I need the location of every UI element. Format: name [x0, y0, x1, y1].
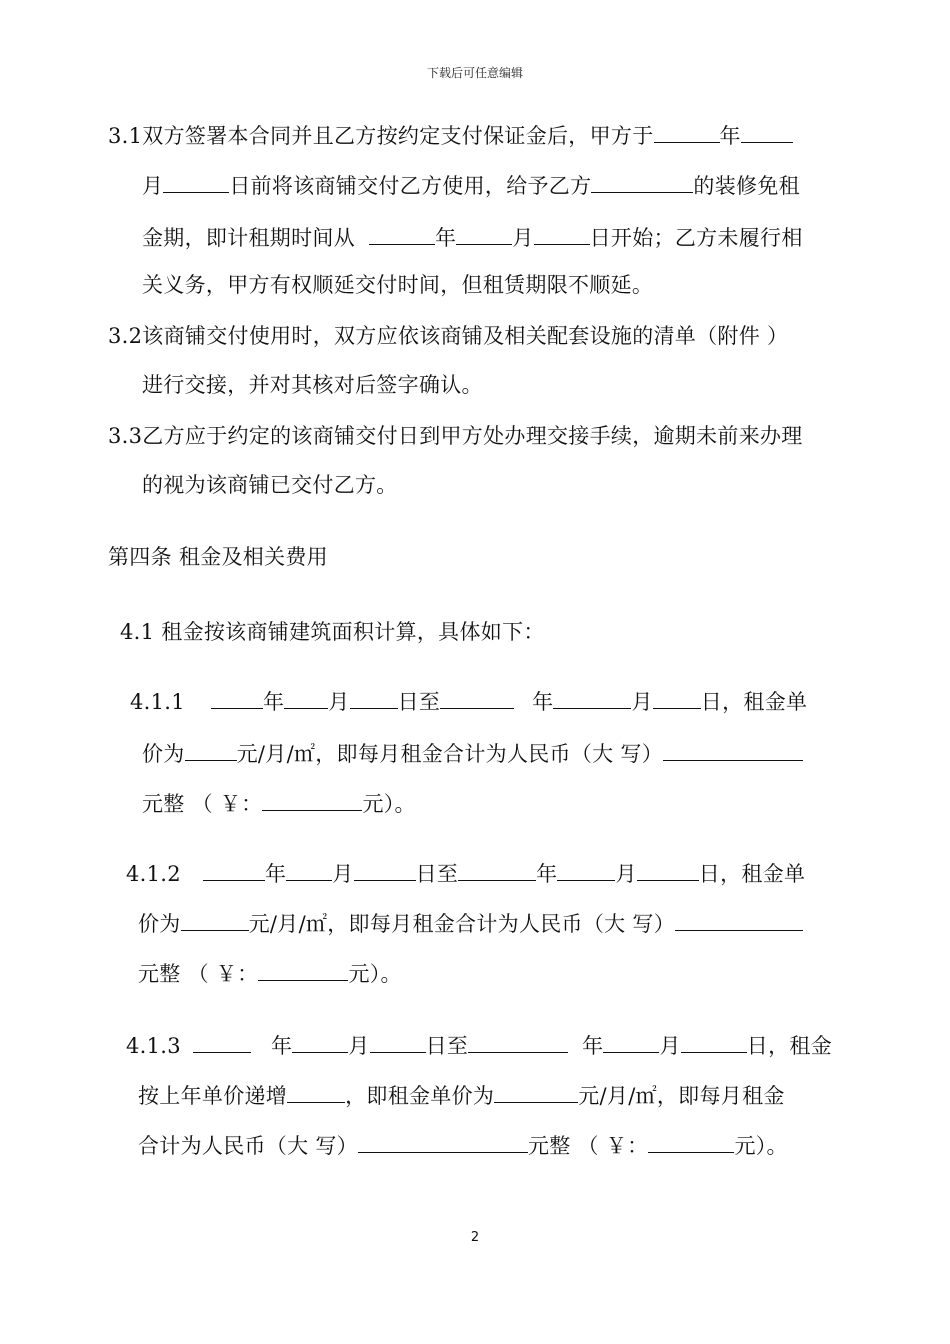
blank-field: [292, 1032, 348, 1053]
unit-text: 月: [328, 690, 350, 714]
blank-field: [287, 1082, 345, 1103]
clause-text: 的装修免租: [693, 174, 800, 198]
blank-field: [440, 688, 514, 709]
blank-field: [456, 224, 512, 245]
blank-field: [648, 1132, 734, 1153]
clause-4-1-1-line-1: [130, 688, 807, 716]
blank-field: [181, 910, 249, 931]
blank-field: [557, 860, 615, 881]
clause-3-3-line-2: 的视为该商铺已交付乙方。: [142, 473, 398, 497]
blank-field: [286, 860, 332, 881]
unit-text: 年: [532, 690, 554, 714]
clause-text: 月: [142, 174, 164, 198]
unit-text: 月: [348, 1034, 370, 1058]
blank-field: [591, 172, 693, 193]
clause-3-2-line-2: 进行交接，并对其核对后签字确认。: [142, 373, 483, 397]
blank-field: [262, 790, 362, 811]
clause-3-3-line-1: 3.3乙方应于约定的该商铺交付日到甲方处办理交接手续，逾期未前来办理: [108, 424, 803, 448]
clause-text: 年: [719, 124, 741, 148]
blank-field: [163, 172, 229, 193]
clause-4-1-2-line-3: [138, 960, 402, 988]
blank-field: [350, 688, 398, 709]
blank-field: [193, 1032, 251, 1053]
blank-field: [369, 224, 435, 245]
blank-field: [681, 1032, 747, 1053]
unit-text: 年: [264, 862, 287, 886]
unit-text: 日，租金单: [700, 690, 808, 714]
unit-text: 日至: [425, 1034, 469, 1058]
unit-text: 年: [582, 1034, 604, 1058]
unit-text: 日，租金: [746, 1034, 832, 1058]
clause-3-1-line-1: [108, 122, 793, 150]
clause-3-1-line-4: 关义务，甲方有权顺延交付时间，但租赁期限不顺延。: [142, 273, 654, 297]
blank-field: [370, 1032, 426, 1053]
blank-field: [553, 688, 631, 709]
unit-text: 价为: [138, 912, 181, 936]
page-header: 下载后可任意编辑: [426, 66, 523, 80]
blank-field: [663, 740, 803, 761]
clause-text: 金期，即计租期时间从: [142, 226, 355, 250]
clause-text: 3.1双方签署本合同并且乙方按约定支付保证金后，甲方于: [108, 124, 654, 148]
clause-text: 元/月/㎡，即每月租金: [578, 1084, 785, 1108]
clause-text: 元）。: [734, 1134, 788, 1158]
clause-4-1: 4.1 租金按该商铺建筑面积计算，具体如下：: [120, 620, 545, 644]
clause-3-2-line-1: 3.2该商铺交付使用时，双方应依该商铺及相关配套设施的清单（附件 ）: [108, 324, 789, 348]
blank-field: [185, 740, 237, 761]
blank-field: [458, 860, 536, 881]
clause-4-1-1-line-2: [142, 740, 803, 768]
blank-field: [284, 688, 328, 709]
unit-text: 价为: [142, 742, 185, 766]
clause-4-1-2-line-2: [138, 910, 803, 938]
clause-text: 按上年单价递增: [138, 1084, 288, 1108]
article-4-title: 第四条 租金及相关费用: [108, 545, 328, 569]
clause-number: 4.1.3: [126, 1034, 181, 1058]
blank-field: [675, 910, 803, 931]
blank-field: [468, 1032, 568, 1053]
blank-field: [203, 860, 265, 881]
clause-text: 日开始；乙方未履行相: [589, 226, 803, 250]
clause-text: 年: [435, 226, 457, 250]
unit-text: 月: [659, 1034, 681, 1058]
clause-text: 日前将该商铺交付乙方使用，给予乙方: [229, 174, 592, 198]
clause-4-1-3-line-2: [138, 1082, 785, 1110]
unit-text: 日，租金单: [698, 862, 806, 886]
unit-text: 年: [270, 1034, 293, 1058]
unit-text: 元）。: [348, 962, 402, 986]
blank-field: [494, 1082, 578, 1103]
blank-field: [637, 860, 699, 881]
unit-text: 元整 （ ￥：: [138, 962, 259, 986]
clause-text: 元整 （ ￥：: [527, 1134, 649, 1158]
unit-text: 月: [332, 862, 354, 886]
clause-4-1-1-line-3: [142, 790, 416, 818]
unit-text: 年: [262, 690, 285, 714]
clause-4-1-2-line-1: [126, 860, 805, 888]
unit-text: 年: [536, 862, 558, 886]
unit-text: 元/月/㎡，即每月租金合计为人民币（大 写）: [248, 912, 676, 936]
blank-field: [354, 860, 416, 881]
blank-field: [211, 688, 263, 709]
clause-3-1-line-3: [142, 224, 803, 252]
clause-4-1-3-line-3: [138, 1132, 788, 1160]
clause-4-1-3-line-1: [126, 1032, 832, 1060]
clause-text: ，即租金单价为: [345, 1084, 495, 1108]
blank-field: [654, 122, 720, 143]
clause-3-1-line-2: [142, 172, 800, 200]
blank-field: [653, 688, 701, 709]
blank-field: [603, 1032, 659, 1053]
blank-field: [258, 960, 348, 981]
clause-number: 4.1.1: [130, 690, 185, 714]
clause-text: 月: [512, 226, 534, 250]
clause-number: 4.1.2: [126, 862, 181, 886]
unit-text: 元/月/㎡，即每月租金合计为人民币（大 写）: [236, 742, 664, 766]
unit-text: 月: [615, 862, 637, 886]
unit-text: 日至: [415, 862, 459, 886]
unit-text: 元）。: [362, 792, 416, 816]
blank-field: [534, 224, 590, 245]
page-number: 2: [470, 1230, 480, 1245]
unit-text: 元整 （ ￥：: [142, 792, 263, 816]
unit-text: 日至: [397, 690, 441, 714]
blank-field: [358, 1132, 528, 1153]
clause-text: 合计为人民币（大 写）: [138, 1134, 358, 1158]
blank-field: [741, 122, 793, 143]
unit-text: 月: [631, 690, 653, 714]
